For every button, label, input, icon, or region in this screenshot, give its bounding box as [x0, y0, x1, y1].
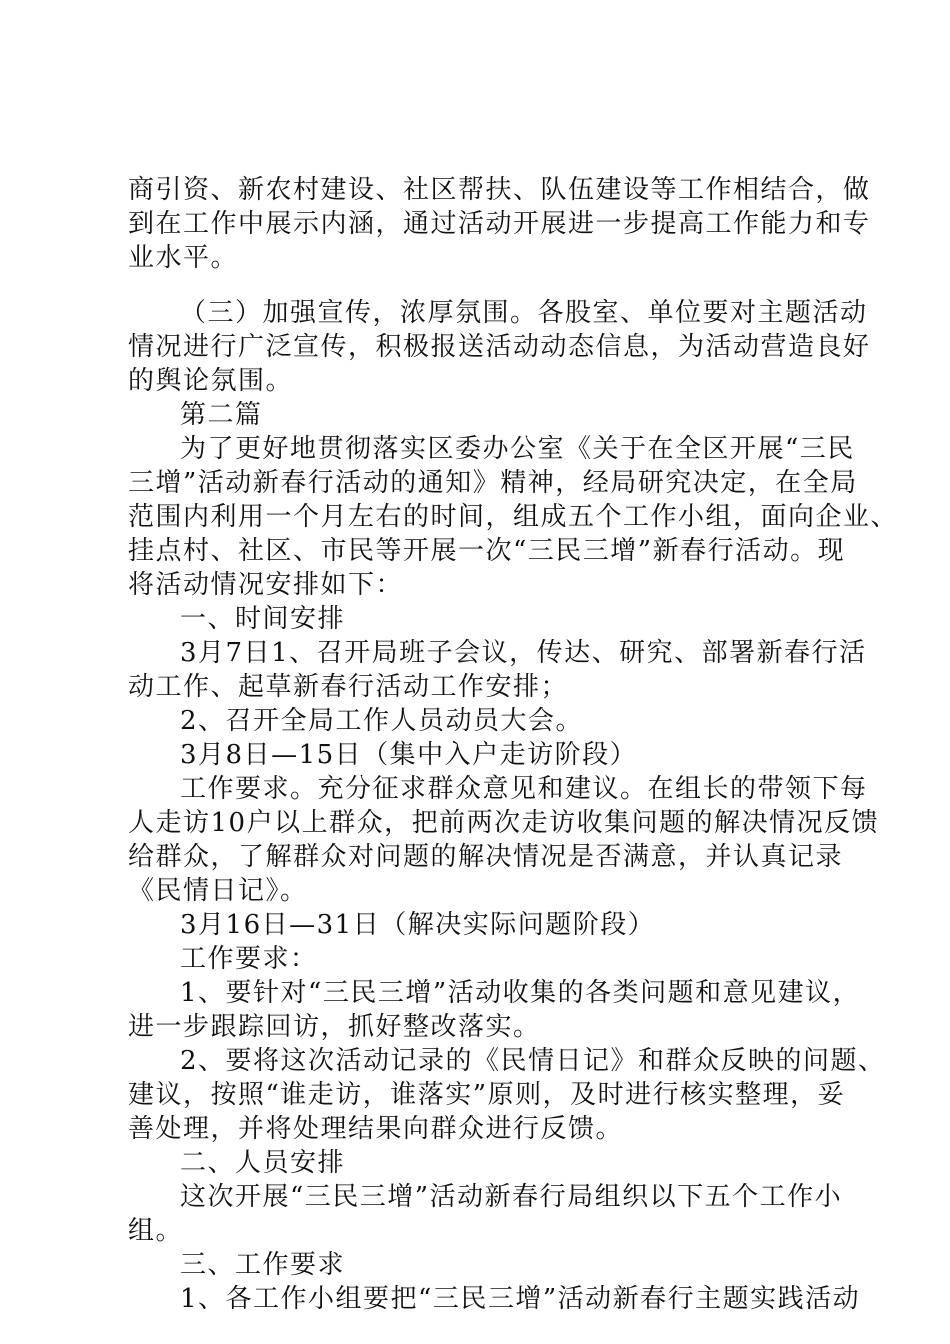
section-heading: 二、人员安排: [180, 1148, 346, 1178]
body-line: 3月8日—15日（集中入户走访阶段）: [180, 740, 638, 770]
body-line: 业水平。: [128, 243, 239, 273]
body-line: 这次开展“三民三增”活动新春行局组织以下五个工作小: [180, 1182, 843, 1212]
body-line: 3月7日1、召开局班子会议，传达、研究、部署新春行活: [180, 638, 867, 668]
body-line: 建议，按照“谁走访，谁落实”原则，及时进行核实整理，妥: [128, 1080, 846, 1110]
body-line: 工作要求。充分征求群众意见和建议。在组长的带领下每: [180, 774, 868, 804]
body-line: 三增”活动新春行活动的通知》精神，经局研究决定，在全局: [128, 468, 858, 498]
section-heading: 三、工作要求: [180, 1250, 346, 1280]
body-line: 组。: [128, 1216, 184, 1246]
body-line: 情况进行广泛宣传，积极报送活动动态信息，为活动营造良好: [128, 332, 871, 362]
body-line: 人走访10户以上群众，把前两次走访收集问题的解决情况反馈: [128, 808, 880, 838]
body-line: 进一步跟踪回访，抓好整改落实。: [128, 1012, 541, 1042]
body-line: （三）加强宣传，浓厚氛围。各股室、单位要对主题活动: [180, 298, 868, 328]
body-line: 到在工作中展示内涵，通过活动开展进一步提高工作能力和专: [128, 209, 871, 239]
body-line: 工作要求：: [180, 944, 318, 974]
body-line: 1、要针对“三民三增”活动收集的各类问题和意见建议，: [180, 978, 861, 1008]
section-heading: 第二篇: [180, 400, 263, 430]
body-line: 商引资、新农村建设、社区帮扶、队伍建设等工作相结合，做: [128, 175, 871, 205]
body-line: 2、要将这次活动记录的《民情日记》和群众反映的问题、: [180, 1046, 886, 1076]
body-line: 1、各工作小组要把“三民三增”活动新春行主题实践活动: [180, 1284, 861, 1314]
body-line: 挂点村、社区、市民等开展一次“三民三增”新春行活动。现: [128, 536, 846, 566]
body-line: 的舆论氛围。: [128, 366, 294, 396]
body-line: 2、召开全局工作人员动员大会。: [180, 706, 584, 736]
body-line: 为了更好地贯彻落实区委办公室《关于在全区开展“三民: [180, 434, 855, 464]
body-line: 3月16日—31日（解决实际问题阶段）: [180, 910, 656, 940]
body-line: 将活动情况安排如下：: [128, 570, 404, 600]
body-line: 《民情日记》。: [128, 876, 308, 906]
body-line: 善处理，并将处理结果向群众进行反馈。: [128, 1114, 624, 1144]
body-line: 动工作、起草新春行活动工作安排；: [128, 672, 569, 702]
body-line: 给群众，了解群众对问题的解决情况是否满意，并认真记录: [128, 842, 844, 872]
body-line: 范围内利用一个月左右的时间，组成五个工作小组，面向企业、: [128, 502, 899, 532]
section-heading: 一、时间安排: [180, 604, 346, 634]
